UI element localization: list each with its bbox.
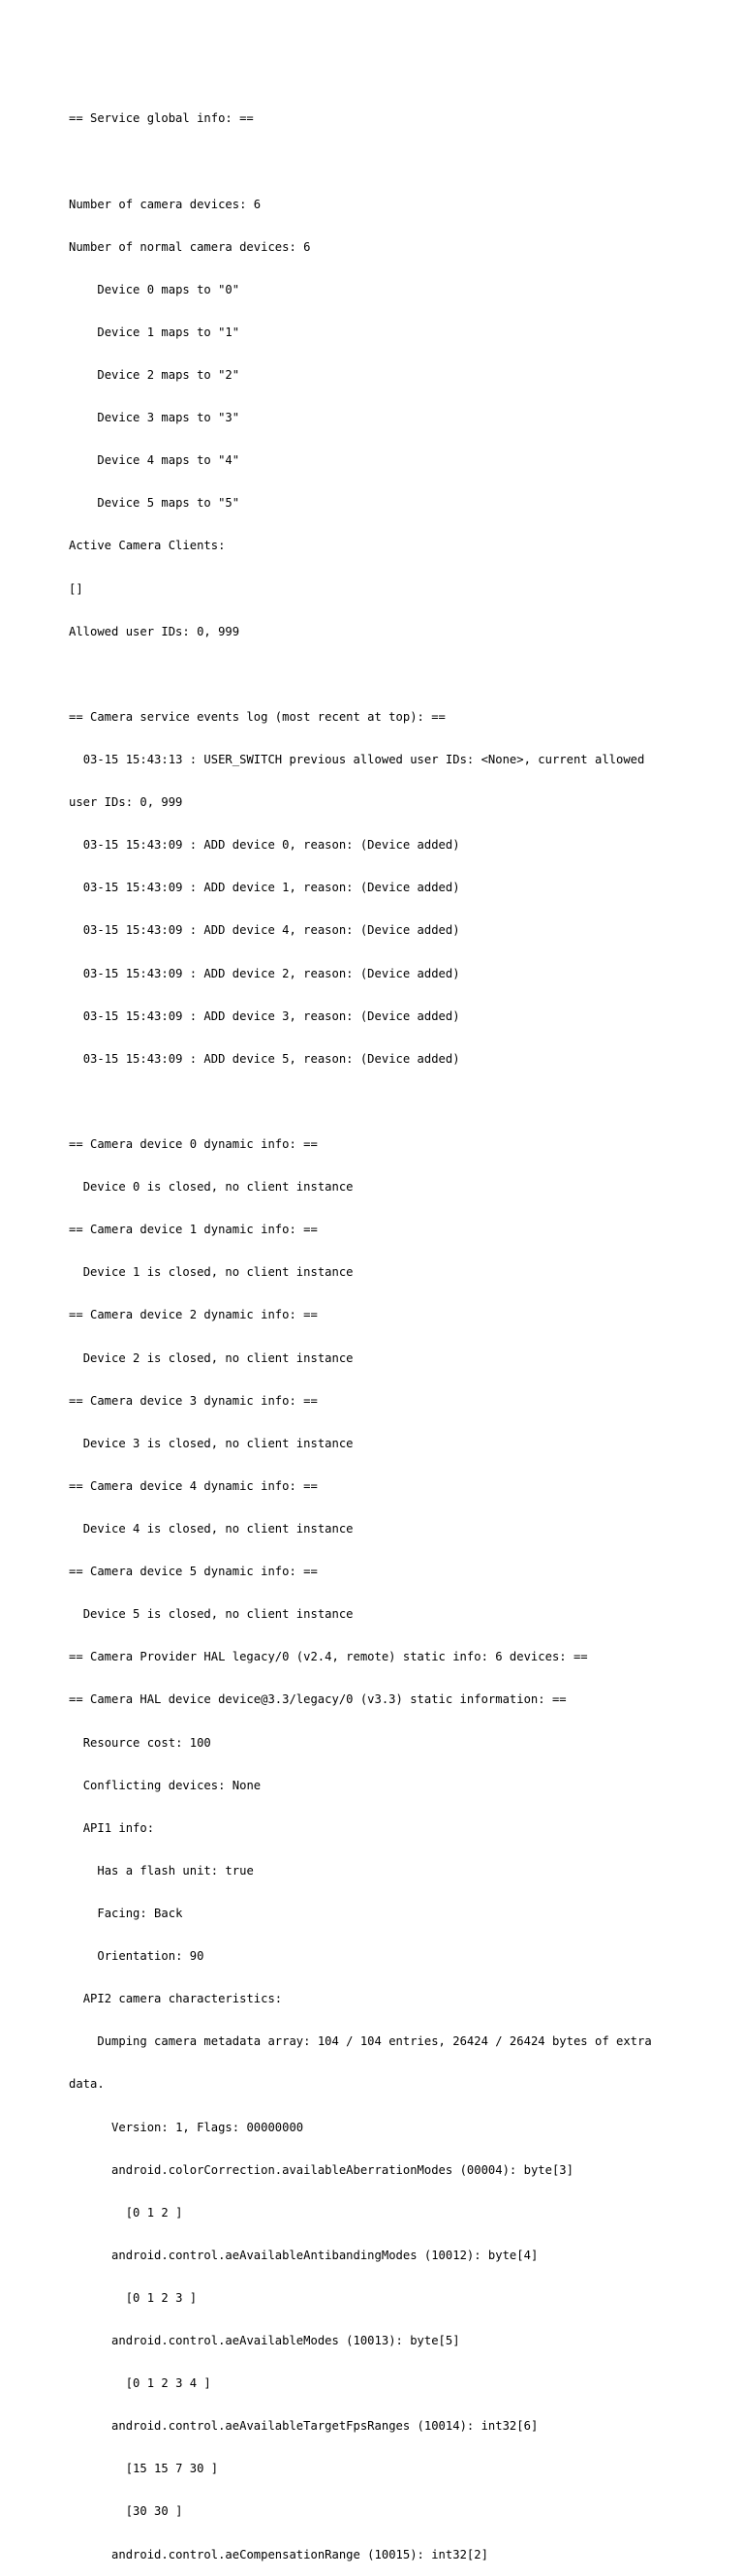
api1-facing: Facing: Back xyxy=(69,1906,183,1920)
event-log-add-device-2: 03-15 15:43:09 : ADD device 2, reason: (Device added) xyxy=(69,966,460,980)
section-header-device-2-dynamic: == Camera device 2 dynamic info: == xyxy=(69,1308,318,1322)
normal-camera-devices-count: Number of normal camera devices: 6 xyxy=(69,239,311,254)
device-map-1: Device 1 maps to "1" xyxy=(69,325,240,339)
camera-dump-document xyxy=(69,83,689,2576)
section-header-device-1-dynamic: == Camera device 1 dynamic info: == xyxy=(69,1223,318,1237)
section-header-device-5-dynamic: == Camera device 5 dynamic info: == xyxy=(69,1565,318,1579)
section-header-service-global-info: == Service global info: == xyxy=(69,111,254,126)
blank-line xyxy=(69,667,689,682)
section-header-device-0-dynamic: == Camera device 0 dynamic info: == xyxy=(69,1136,318,1151)
api1-info-label: API1 info: xyxy=(69,1820,155,1835)
event-log-add-device-5: 03-15 15:43:09 : ADD device 5, reason: (Device added) xyxy=(69,1051,460,1066)
event-log-add-device-4: 03-15 15:43:09 : ADD device 4, reason: (Device added) xyxy=(69,923,460,938)
section-header-device-3-dynamic: == Camera device 3 dynamic info: == xyxy=(69,1393,318,1408)
device-1-status: Device 1 is closed, no client instance xyxy=(69,1265,354,1280)
event-log-add-device-1: 03-15 15:43:09 : ADD device 1, reason: (Device added) xyxy=(69,881,460,895)
active-camera-clients-label: Active Camera Clients: xyxy=(69,539,226,553)
section-header-provider-hal: == Camera Provider HAL legacy/0 (v2.4, remote) static info: 6 devices: == xyxy=(69,1650,588,1664)
blank-line xyxy=(69,1095,689,1109)
event-log-add-device-0: 03-15 15:43:09 : ADD device 0, reason: (Device added) xyxy=(69,838,460,853)
device-map-3: Device 3 maps to "3" xyxy=(69,411,240,425)
section-header-hal-device-static: == Camera HAL device device@3.3/legacy/0 (v3.3) static information: == xyxy=(69,1692,567,1707)
active-camera-clients-value: [] xyxy=(69,581,83,596)
metadata-array-summary: Dumping camera metadata array: 104 / 104 entries, 26424 / 26424 bytes of extra xyxy=(69,2034,652,2049)
metadata-antibanding-modes: android.control.aeAvailableAntibandingModes (10012): byte[4] xyxy=(69,2248,539,2262)
device-map-5: Device 5 maps to "5" xyxy=(69,496,240,511)
device-4-status: Device 4 is closed, no client instance xyxy=(69,1521,354,1536)
metadata-ae-modes: android.control.aeAvailableModes (10013): byte[5] xyxy=(69,2334,460,2348)
device-3-status: Device 3 is closed, no client instance xyxy=(69,1436,354,1450)
event-log-add-device-3: 03-15 15:43:09 : ADD device 3, reason: (Device added) xyxy=(69,1009,460,1023)
metadata-antibanding-modes-values: [0 1 2 3 ] xyxy=(69,2290,198,2305)
device-map-2: Device 2 maps to "2" xyxy=(69,368,240,383)
device-5-status: Device 5 is closed, no client instance xyxy=(69,1607,354,1622)
camera-devices-count: Number of camera devices: 6 xyxy=(69,197,262,211)
metadata-target-fps-ranges-values-1: [15 15 7 30 ] xyxy=(69,2462,219,2476)
device-0-status: Device 0 is closed, no client instance xyxy=(69,1180,354,1195)
blank-line xyxy=(69,155,689,170)
device-2-status: Device 2 is closed, no client instance xyxy=(69,1350,354,1365)
section-header-device-4-dynamic: == Camera device 4 dynamic info: == xyxy=(69,1478,318,1493)
api2-characteristics-label: API2 camera characteristics: xyxy=(69,1992,283,2006)
event-log-user-switch: 03-15 15:43:13 : USER_SWITCH previous allowed user IDs: <None>, current allowed xyxy=(69,753,645,767)
api1-orientation: Orientation: 90 xyxy=(69,1949,204,1964)
metadata-target-fps-ranges-values-2: [30 30 ] xyxy=(69,2504,183,2519)
metadata-array-summary-continuation: data. xyxy=(69,2077,105,2092)
metadata-target-fps-ranges: android.control.aeAvailableTargetFpsRanges (10014): int32[6] xyxy=(69,2419,539,2434)
allowed-user-ids: Allowed user IDs: 0, 999 xyxy=(69,624,240,638)
metadata-aberration-modes-values: [0 1 2 ] xyxy=(69,2205,183,2219)
event-log-user-switch-continuation: user IDs: 0, 999 xyxy=(69,795,183,810)
section-header-events-log: == Camera service events log (most recent at top): == xyxy=(69,709,446,724)
metadata-ae-modes-values: [0 1 2 3 4 ] xyxy=(69,2376,211,2391)
device-map-0: Device 0 maps to "0" xyxy=(69,282,240,296)
conflicting-devices: Conflicting devices: None xyxy=(69,1778,262,1792)
metadata-compensation-range: android.control.aeCompensationRange (10015): int32[2] xyxy=(69,2547,488,2561)
device-map-4: Device 4 maps to "4" xyxy=(69,453,240,468)
api1-flash-unit: Has a flash unit: true xyxy=(69,1863,254,1878)
resource-cost: Resource cost: 100 xyxy=(69,1735,211,1750)
metadata-aberration-modes: android.colorCorrection.availableAberrationModes (00004): byte[3] xyxy=(69,2162,574,2177)
metadata-version-flags: Version: 1, Flags: 00000000 xyxy=(69,2120,304,2134)
